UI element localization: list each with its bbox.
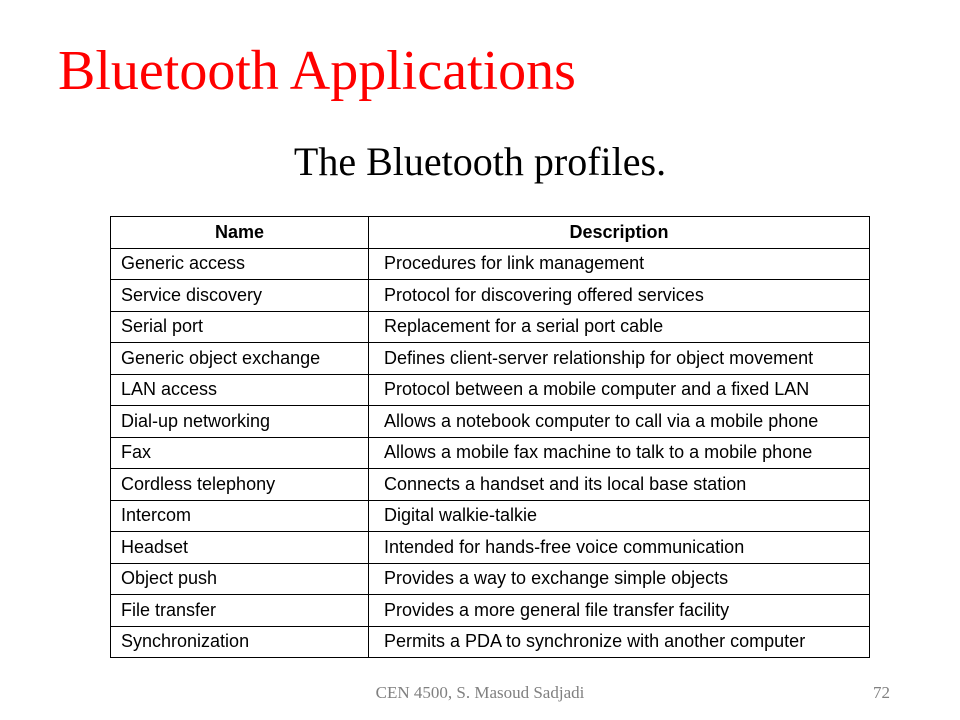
profile-name-cell: Cordless telephony	[111, 469, 369, 501]
profile-description-cell: Permits a PDA to synchronize with another computer	[369, 626, 870, 658]
profile-name-cell: Dial-up networking	[111, 406, 369, 438]
table-row	[111, 563, 870, 595]
profile-name-cell: Generic access	[111, 248, 369, 280]
slide-subtitle: The Bluetooth profiles.	[293, 139, 667, 184]
page-number: 72	[873, 683, 890, 702]
profile-name-cell: Headset	[111, 532, 369, 564]
column-header-description: Description	[369, 217, 870, 249]
profile-name-cell: Intercom	[111, 500, 369, 532]
profile-description-cell: Allows a notebook computer to call via a mobile phone	[369, 406, 870, 438]
table-row	[111, 374, 870, 406]
table-row	[111, 469, 870, 501]
slide-title: Bluetooth Applications	[58, 40, 576, 102]
table-row	[111, 248, 870, 280]
profile-description-cell: Provides a way to exchange simple objects	[369, 563, 870, 595]
profile-description-cell: Procedures for link management	[369, 248, 870, 280]
table-header-row	[111, 217, 870, 249]
profile-name-cell: Synchronization	[111, 626, 369, 658]
profile-name-cell: Object push	[111, 563, 369, 595]
table-row	[111, 343, 870, 375]
footer-text: CEN 4500, S. Masoud Sadjadi	[375, 683, 585, 702]
profile-description-cell: Defines client-server relationship for object movement	[369, 343, 870, 375]
profile-name-cell: Fax	[111, 437, 369, 469]
profile-name-cell: Serial port	[111, 311, 369, 343]
profile-name-cell: File transfer	[111, 595, 369, 627]
profile-description-cell: Replacement for a serial port cable	[369, 311, 870, 343]
profile-description-cell: Connects a handset and its local base station	[369, 469, 870, 501]
profiles-table	[110, 216, 870, 658]
table-row	[111, 280, 870, 312]
table-row	[111, 437, 870, 469]
profile-name-cell: Generic object exchange	[111, 343, 369, 375]
profile-description-cell: Protocol between a mobile computer and a fixed LAN	[369, 374, 870, 406]
profile-description-cell: Intended for hands-free voice communication	[369, 532, 870, 564]
table-row	[111, 626, 870, 658]
table-row	[111, 406, 870, 438]
table-row	[111, 532, 870, 564]
profile-description-cell: Allows a mobile fax machine to talk to a mobile phone	[369, 437, 870, 469]
table-row	[111, 500, 870, 532]
table-row	[111, 311, 870, 343]
column-header-name: Name	[111, 217, 369, 249]
profile-description-cell: Digital walkie-talkie	[369, 500, 870, 532]
profile-description-cell: Protocol for discovering offered services	[369, 280, 870, 312]
profile-name-cell: LAN access	[111, 374, 369, 406]
profile-name-cell: Service discovery	[111, 280, 369, 312]
profile-description-cell: Provides a more general file transfer facility	[369, 595, 870, 627]
table-row	[111, 595, 870, 627]
